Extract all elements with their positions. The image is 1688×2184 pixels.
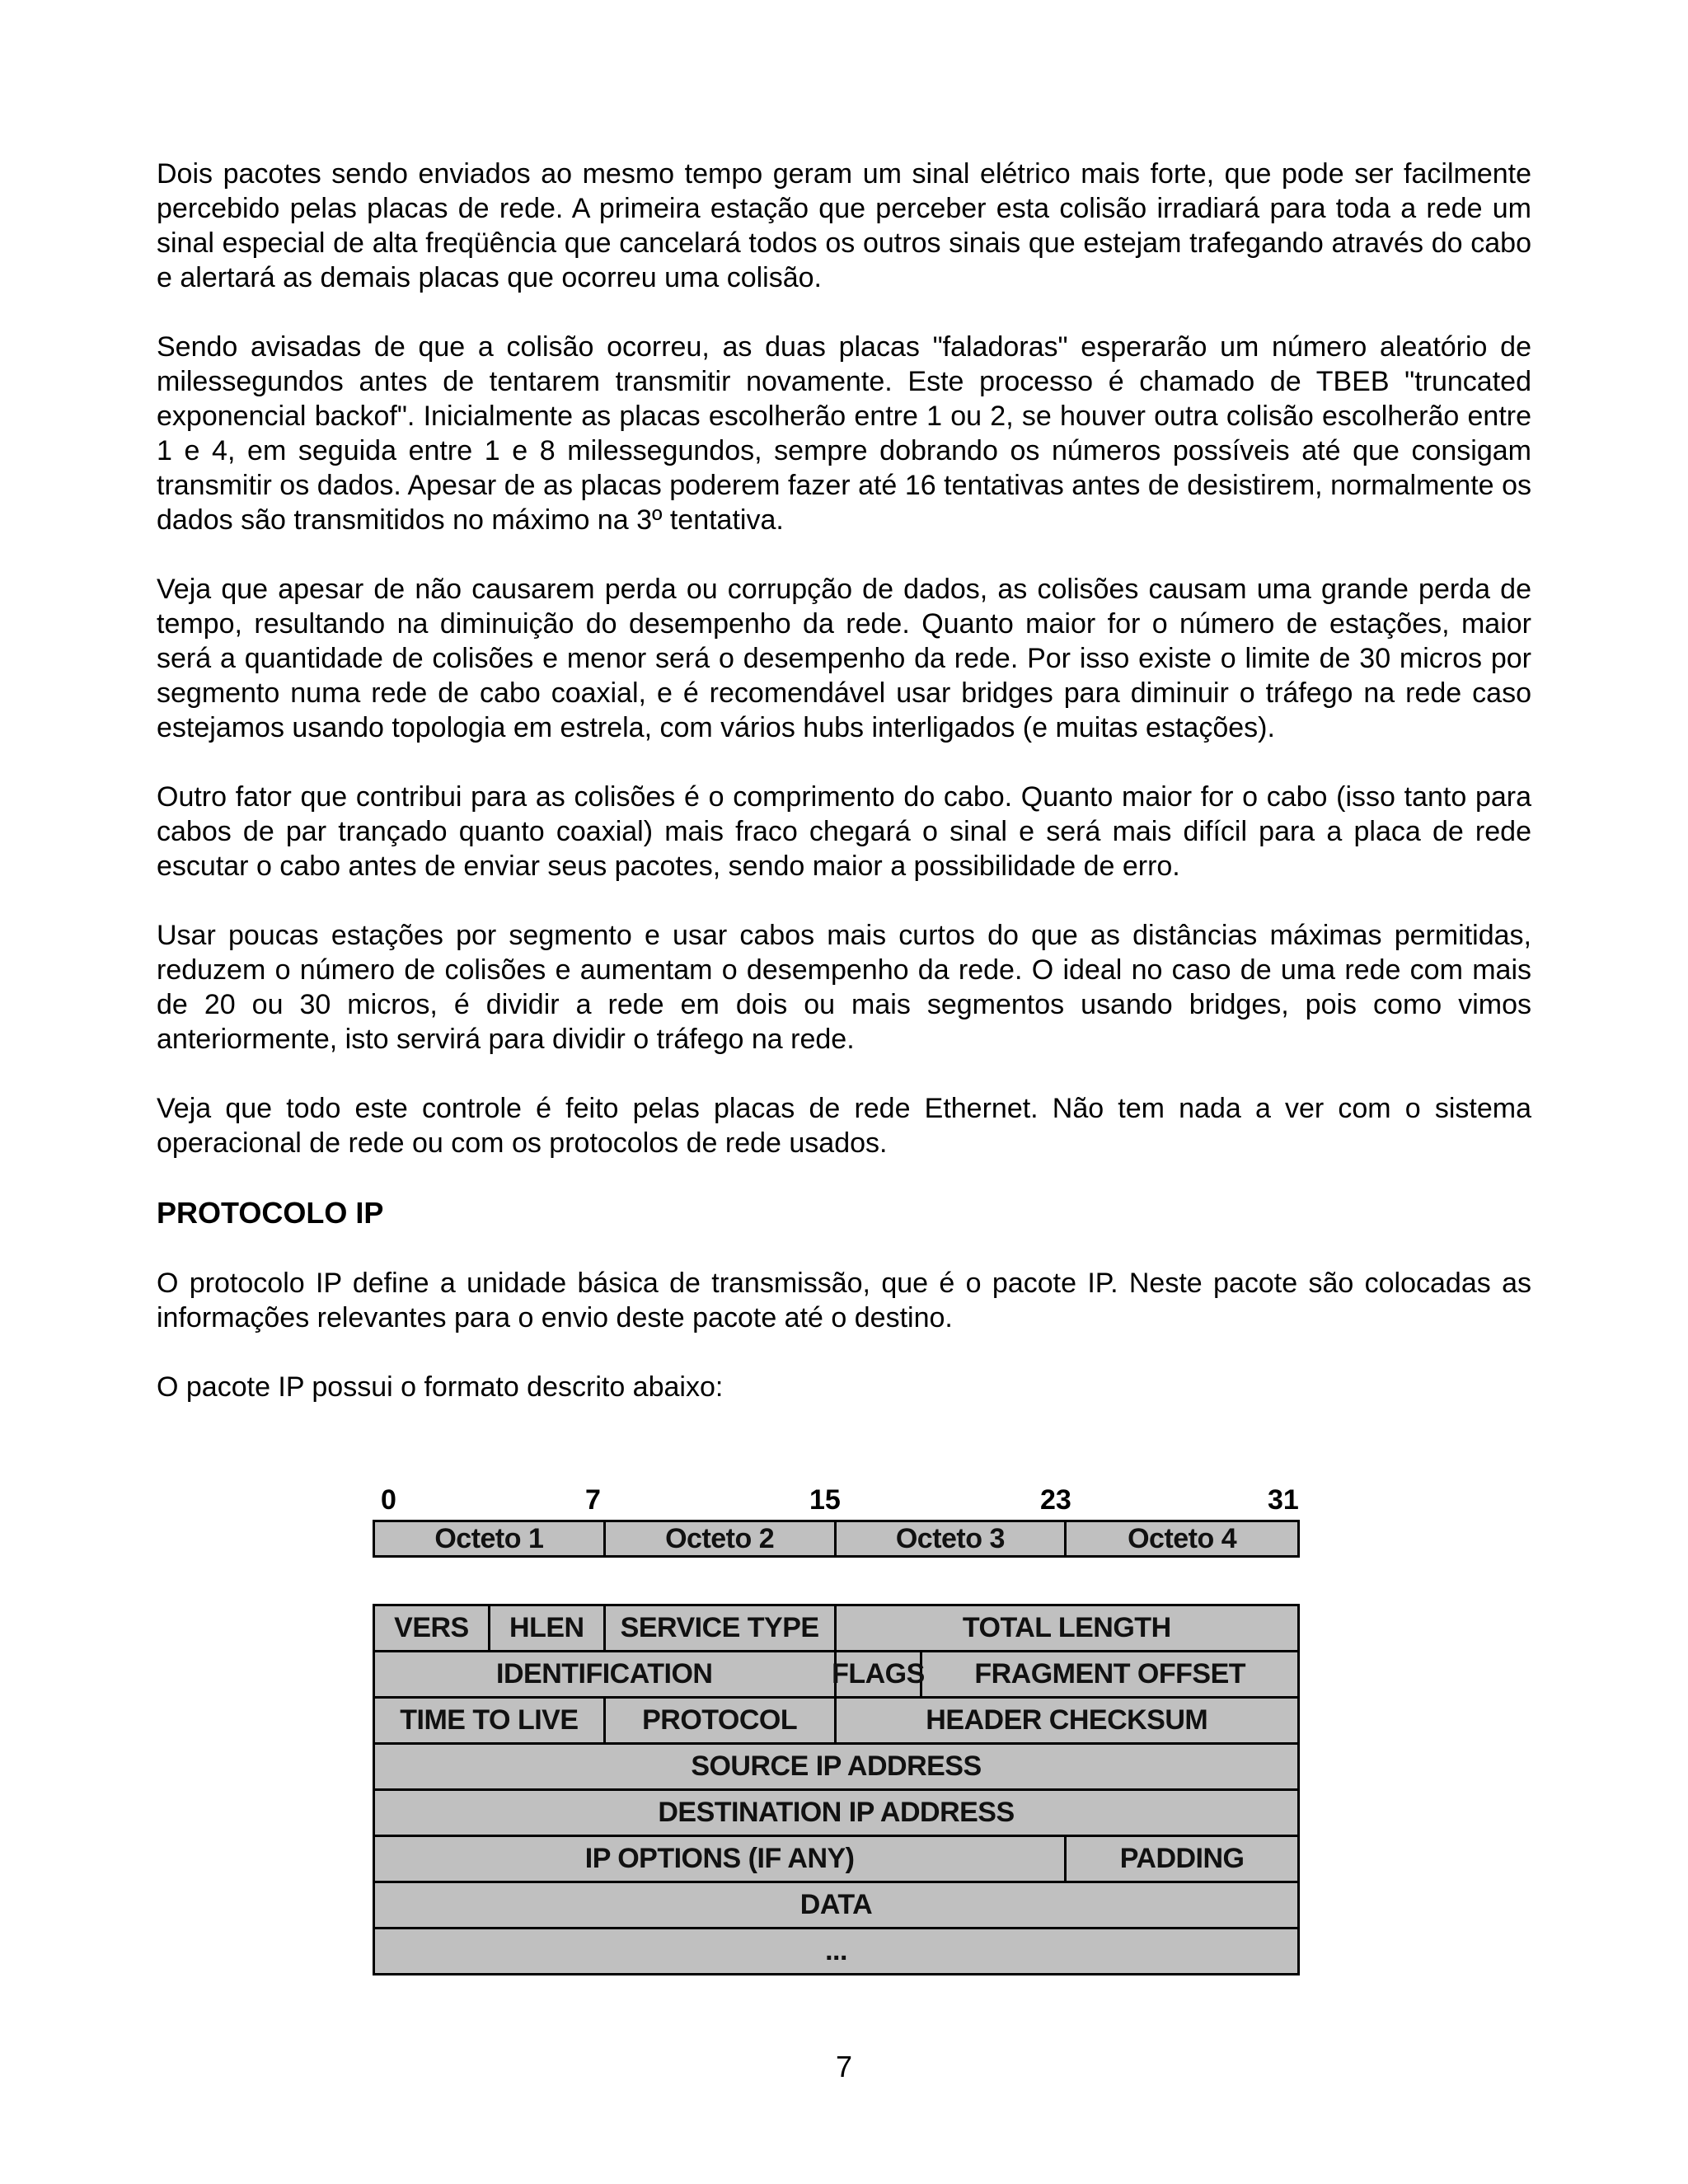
octet-cell: Octeto 3 [837,1522,1067,1555]
packet-row [373,1604,1300,1652]
packet-field: ... [825,1935,847,1966]
packet-field: FLAGS [837,1652,923,1696]
paragraph: Usar poucas estações por segmento e usar cabos mais curtos do que as distâncias máximas permitidas, reduzem o número de colisões e aumentam o desempenho da rede. O ideal no caso de uma rede com mais de 20 ou 30 micros, é dividir a rede em dois ou mais segmentos usando bridges, pois como vimos anteriormente, isto servirá para dividir o tráfego na rede. [157,920,1531,1055]
paragraph: Veja que apesar de não causarem perda ou corrupção de dados, as colisões causam uma grande perda de tempo, resultando na diminuição do desempenho da rede. Quanto maior for o número de estações, maior será a quantidade de colisões e menor será o desempenho da rede. Por isso existe o limite de 30 micros por segmento numa rede de cabo coaxial, e é recomendável usar bridges para diminuir o tráfego na rede caso estejamos usando topologia em estrela, com vários hubs interligados (e muitas estações). [157,574,1531,743]
packet-field: HEADER CHECKSUM [926,1704,1208,1736]
packet-field: PADDING [1119,1843,1245,1874]
packet-row [373,1650,1300,1699]
octet-cell: Octeto 2 [606,1522,837,1555]
bit-label: 15 [809,1484,841,1516]
packet-row [373,1788,1300,1837]
packet-row [373,1742,1300,1791]
paragraph: Sendo avisadas de que a colisão ocorreu, as duas placas "faladoras" esperarão um número aleatório de milessegundos antes de tentarem transmitir novamente. Este processo é chamado de TBEB "truncated exponencial backof". Inicialmente as placas escolherão entre 1 ou 2, se houver outra colisão escolherão entre 1 e 4, em seguida entre 1 e 8 milessegundos, sempre dobrando os números possíveis até que consigam transmitir os dados. Apesar de as placas poderem fazer até 16 tentativas antes de desistirem, normalmente os dados são transmitidos no máximo na 3º tentativa. [157,331,1531,536]
packet-field: PROTOCOL [606,1699,837,1742]
page-number: 7 [835,2050,853,2083]
page-body [157,157,1531,1439]
paragraph: Outro fator que contribui para as colisões é o comprimento do cabo. Quanto maior for o cabo (isso tanto para cabos de par trançado quanto coaxial) mais fraco chegará o sinal e será mais difícil para a placa de rede escutar o cabo antes de enviar seus pacotes, sendo maior a possibilidade de erro. [157,781,1531,882]
packet-row [373,1696,1300,1745]
packet-field: IDENTIFICATION [375,1652,837,1696]
octet-header-row [373,1520,1300,1558]
packet-field: SOURCE IP ADDRESS [691,1750,982,1782]
paragraph: O pacote IP possui o formato descrito abaixo: [157,1371,724,1403]
packet-field: SERVICE TYPE [606,1606,837,1650]
packet-field: TOTAL LENGTH [962,1612,1171,1643]
paragraph: Dois pacotes sendo enviados ao mesmo tempo geram um sinal elétrico mais forte, que pode ser facilmente percebido pelas placas de rede. A primeira estação que perceber esta colisão irradiará para toda a rede um sinal especial de alta freqüência que cancelará todos os outros sinais que estejam trafegando através do cabo e alertará as demais placas que ocorreu uma colisão. [157,158,1531,293]
packet-field: HLEN [490,1606,606,1650]
section-heading: PROTOCOLO IP [157,1196,384,1230]
packet-field: IP OPTIONS (IF ANY) [375,1837,1067,1881]
octet-cell: Octeto 1 [375,1522,606,1555]
octet-cell: Octeto 4 [1128,1522,1237,1554]
bit-label: 23 [1040,1484,1071,1516]
bit-label: 0 [381,1484,396,1516]
packet-field: FRAGMENT OFFSET [974,1658,1246,1690]
packet-row [373,1835,1300,1883]
packet-row [373,1927,1300,1975]
bit-label: 7 [585,1484,601,1516]
bit-label: 31 [1268,1484,1299,1516]
paragraph: Veja que todo este controle é feito pelas placas de rede Ethernet. Não tem nada a ver com o sistema operacional de rede ou com os protocolos de rede usados. [157,1093,1531,1159]
packet-field: DATA [799,1889,873,1920]
packet-row [373,1881,1300,1929]
paragraph: O protocolo IP define a unidade básica de transmissão, que é o pacote IP. Neste pacote são colocadas as informações relevantes para o envio deste pacote até o destino. [157,1268,1531,1333]
packet-field: VERS [375,1606,490,1650]
ip-packet-diagram [373,1483,1300,1994]
packet-field: DESTINATION IP ADDRESS [658,1797,1015,1828]
packet-field: TIME TO LIVE [375,1699,606,1742]
